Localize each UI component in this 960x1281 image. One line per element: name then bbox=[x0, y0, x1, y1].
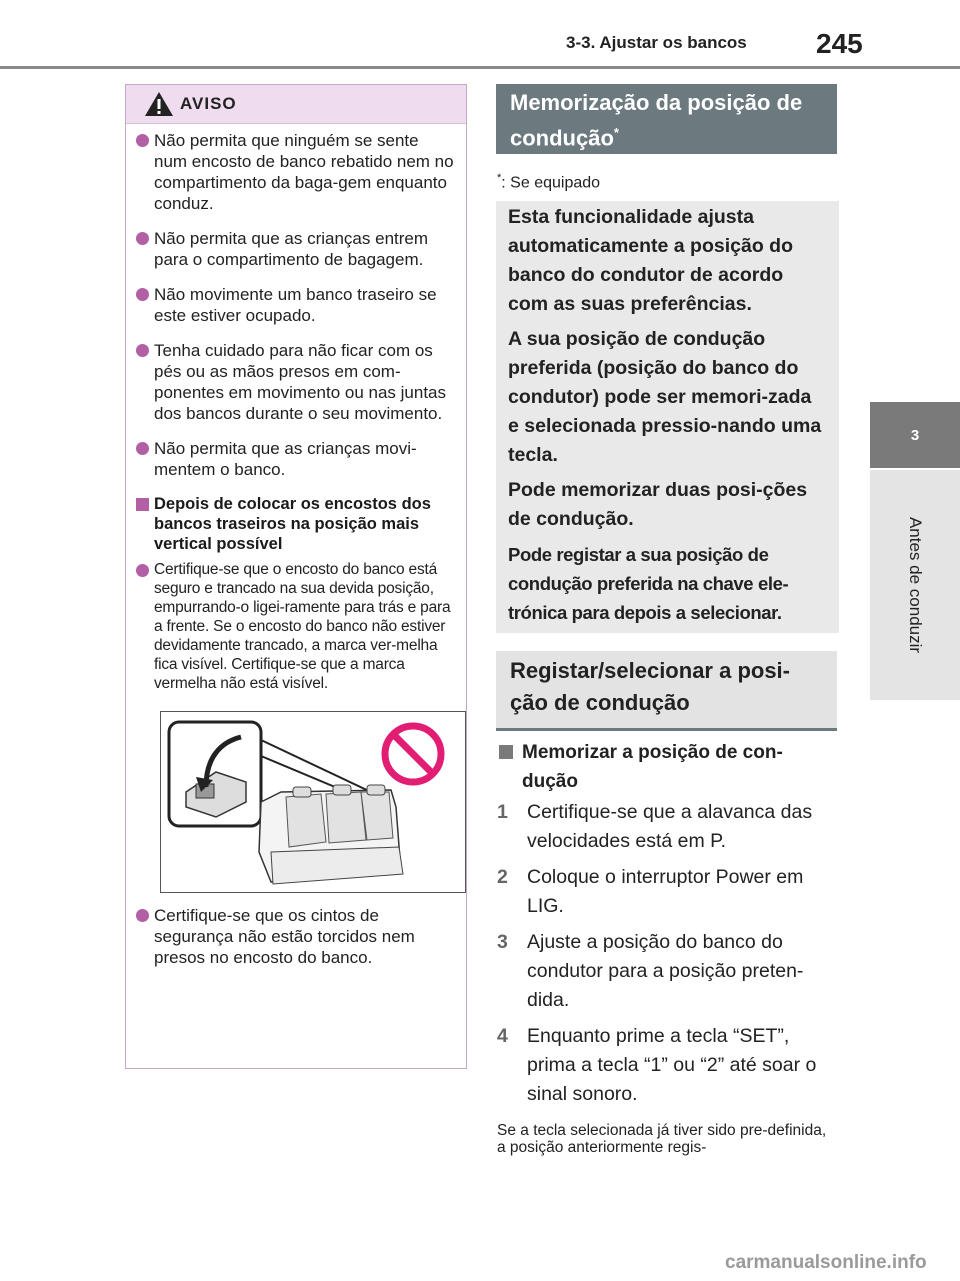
chapter-label: Antes de conduzir bbox=[906, 516, 925, 654]
bullet-icon bbox=[136, 134, 149, 147]
summary-paragraph: Pode registar a sua posição de condução preferida na chave ele-trónica para depois a selecionar. bbox=[508, 544, 789, 623]
warning-item: Não movimente um banco traseiro se este estiver ocupado. bbox=[134, 284, 456, 326]
bullet-icon bbox=[136, 909, 149, 922]
summary-paragraph: Pode memorizar duas posi-ções de condução. bbox=[508, 479, 808, 530]
bullet-icon bbox=[136, 232, 149, 245]
warning-item: Certifique-se que os cintos de segurança não estão torcidos nem presos no encosto do banco. bbox=[134, 905, 456, 968]
procedure-step: 3 Ajuste a posição do banco do condutor para a posição preten-dida. bbox=[497, 931, 804, 1011]
procedure-subheading: Memorizar a posição de con-dução bbox=[497, 738, 827, 796]
section-title: 3-3. Ajustar os bancos bbox=[566, 33, 747, 52]
bullet-icon bbox=[136, 564, 149, 577]
warning-item: Não permita que ninguém se sente num encosto de banco rebatido nem no compartimento da baga-gem enquanto conduz. bbox=[134, 130, 456, 214]
page-number: 245 bbox=[816, 28, 863, 59]
continuation-text: Se a tecla selecionada já tiver sido pre-definida, a posição anteriormente regis- bbox=[497, 1122, 827, 1156]
warning-header bbox=[126, 85, 466, 124]
warning-item: Tenha cuidado para não ficar com os pés ou as mãos presos em com-ponentes em movimento ou nas juntas dos bancos durante o seu movimento. bbox=[134, 340, 456, 424]
footnote-marker: * bbox=[613, 125, 619, 140]
chapter-tab: 3 bbox=[870, 402, 960, 468]
bullet-icon bbox=[136, 344, 149, 357]
warning-triangle-icon bbox=[144, 91, 174, 117]
square-bullet-icon bbox=[499, 745, 513, 759]
warning-item: Não permita que as crianças movi-mentem o banco. bbox=[134, 438, 456, 480]
summary-box bbox=[496, 201, 839, 633]
bullet-icon bbox=[136, 288, 149, 301]
seat-illustration bbox=[160, 711, 466, 893]
header-divider bbox=[0, 66, 960, 69]
warning-subheading: Depois de colocar os encostos dos bancos traseiros na posição mais vertical possível bbox=[134, 494, 456, 554]
section-heading-register: Registar/selecionar a posi-ção de condução bbox=[496, 651, 837, 731]
procedure-step: 2 Coloque o interruptor Power em LIG. bbox=[497, 866, 804, 917]
square-bullet-icon bbox=[136, 498, 149, 511]
watermark: carmanualsonline.info bbox=[725, 1252, 927, 1273]
procedure-step: 4 Enquanto prime a tecla “SET”, prima a tecla “1” ou “2” até soar o sinal sonoro. bbox=[497, 1025, 817, 1105]
warning-item: Não permita que as crianças entrem para o compartimento de bagagem. bbox=[134, 228, 456, 270]
section-heading-memory: Memorização da posição de condução* bbox=[496, 84, 837, 154]
rear-seat-lock-illustration bbox=[161, 712, 465, 892]
procedure-step: 1 Certifique-se que a alavanca das velocidades está em P. bbox=[497, 801, 813, 852]
warning-box bbox=[125, 84, 467, 1069]
chapter-label-tab bbox=[870, 470, 960, 700]
summary-paragraph: Esta funcionalidade ajusta automaticamente a posição do banco do condutor de acordo com as suas preferências. bbox=[508, 206, 793, 315]
procedure-steps bbox=[497, 798, 837, 1116]
summary-paragraph: A sua posição de condução preferida (posição do banco do condutor) pode ser memori-zada e selecionada pressio-nando uma tecla. bbox=[508, 328, 822, 466]
footnote: *: Se equipado bbox=[497, 172, 601, 192]
warning-item: Certifique-se que o encosto do banco está seguro e trancado na sua devida posição, empurrando-o ligei-ramente para trás e para a frente. Se o encosto do banco não estiver devidamente trancado, a marca ver-melha fica visível. Certifique-se que a marca vermelha não está visível. bbox=[134, 560, 456, 693]
warning-title: AVISO bbox=[180, 94, 237, 113]
bullet-icon bbox=[136, 442, 149, 455]
